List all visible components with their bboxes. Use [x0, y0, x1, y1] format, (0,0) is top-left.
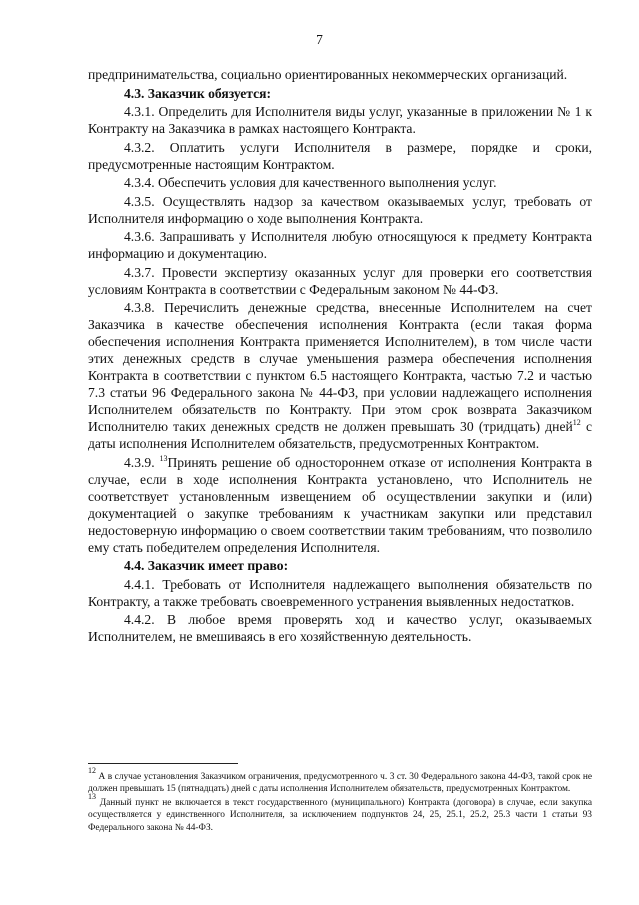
section-heading-4-4: 4.4. Заказчик имеет право:: [124, 558, 289, 573]
clause-4-3-4: 4.3.4. Обеспечить условия для качественного выполнения услуг.: [124, 175, 497, 190]
footnote-mark-12: 12: [88, 766, 96, 775]
clause-4-3-7: 4.3.7. Провести экспертизу оказанных услуг для проверки его соответствия условиям Контракта в соответствии с Федеральным законом № 44-ФЗ.: [88, 264, 592, 297]
clause-4-4-1: 4.4.1. Требовать от Исполнителя надлежащего выполнения обязательств по Контракту, а также требовать своевременного устранения выявленных недостатков.: [88, 576, 592, 609]
footnote-12: [88, 766, 592, 796]
clause-4-3-5: 4.3.5. Осуществлять надзор за качеством оказываемых услуг, требовать от Исполнителя информацию о ходе выполнения Контракта.: [88, 193, 592, 226]
clause-4-3-8-text-end: с даты исполнения Исполнителем обязательств, предусмотренных Контрактом.: [88, 419, 592, 451]
footnote-mark-13: 13: [88, 791, 96, 801]
clause-4-3-1: 4.3.1. Определить для Исполнителя виды услуг, указанные в приложении № 1 к Контракту на Заказчика в рамках настоящего Контракта.: [88, 104, 592, 136]
footnote-13: [88, 791, 592, 834]
footnote-13-text: Данный пункт не включается в текст государственного (муниципального) Контракта (договора) в случае, если закупка осуществляется у единственного Исполнителя, за исключением подпунктов 24, 25, 25.1, 25.2, 25.3 части 1 статьи 93 Федерального закона № 44-ФЗ.: [88, 797, 592, 833]
footnote-separator: [88, 763, 238, 764]
clause-4-3-8-text: 4.3.8. Перечислить денежные средства, внесенные Исполнителем на счет Заказчика в качестве обеспечения исполнения Контракта (если такая форма обеспечения исполнения Контракта применяется Исполнителем), в том числе части этих денежных средств в случае уменьшения размера обеспечения исполнения Контракта в соответствии с пунктом 6.5 настоящего Контракта, частью 7.2 и частью 7.3 статьи 96 Федерального закона № 44-ФЗ, при условии надлежащего исполнения Исполнителем обязательств по Контракту. При этом срок возврата Заказчиком Исполнителю таких денежных средств не должен превышать 30 (тридцать) дней: [88, 300, 592, 434]
footnote-12-text: А в случае установления Заказчиком ограничения, предусмотренного ч. 3 ст. 30 Федерального закона 44-ФЗ, такой срок не должен превышать 15 (пятнадцать) дней с даты исполнения Исполнителем обязательств, предусмотренных Контрактом.: [88, 772, 592, 795]
clause-4-3-9-text: Принять решение об одностороннем отказе от исполнения Контракта в случае, если в ходе исполнения Контракта установлено, что Исполнитель не соответствует установленным извещением об осуществлении закупки и (или) документацией о закупке требованиям к участникам закупки или представил недостоверную информацию о своем соответствии таким требованиям, что позволило ему стать победителем определения Исполнителя.: [88, 454, 593, 555]
clause-4-3-6: 4.3.6. Запрашивать у Исполнителя любую относящуюся к предмету Контракта информацию и документацию.: [88, 229, 592, 261]
document-body: [88, 66, 592, 647]
paragraph-continuation: предпринимательства, социально ориентированных некоммерческих организаций.: [88, 67, 568, 82]
page-number: 7: [316, 32, 323, 47]
clause-4-3-9: [88, 454, 592, 556]
footnote-ref-12: 12: [572, 418, 581, 427]
clause-4-3-9-number: 4.3.9.: [124, 454, 160, 470]
clause-4-4-2: 4.4.2. В любое время проверять ход и качество услуг, оказываемых Исполнителем, не вмешиваясь в его хозяйственную деятельность.: [88, 612, 592, 644]
clause-4-3-8: [88, 299, 592, 452]
section-heading-4-3: 4.3. Заказчик обязуется:: [124, 85, 272, 101]
footnote-ref-13: 13: [159, 453, 168, 463]
clause-4-3-2: 4.3.2. Оплатить услуги Исполнителя в размере, порядке и сроки, предусмотренные настоящим Контрактом.: [88, 139, 592, 172]
footnotes: [88, 766, 592, 835]
